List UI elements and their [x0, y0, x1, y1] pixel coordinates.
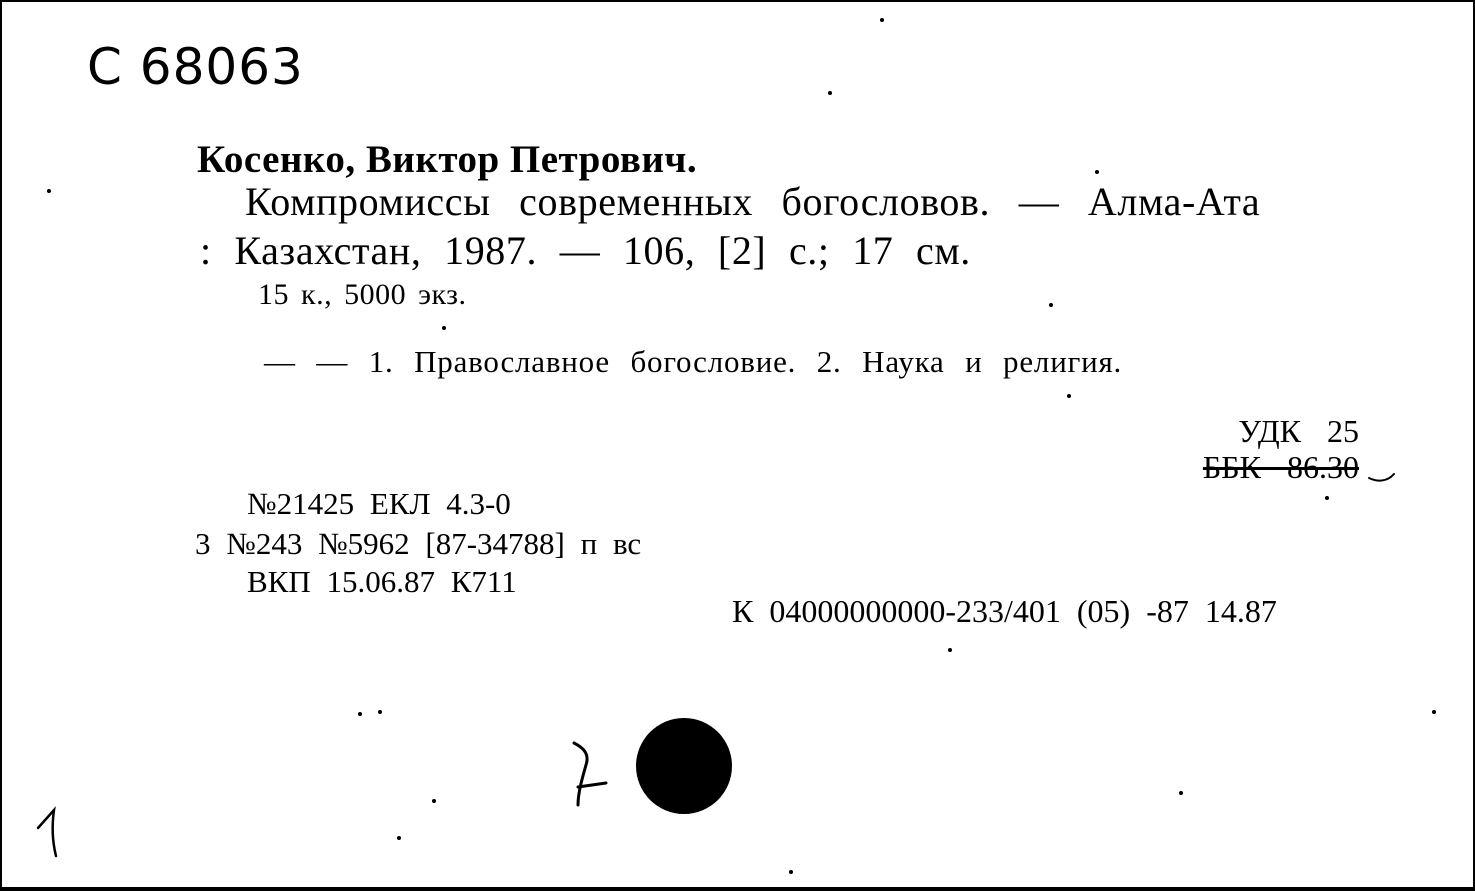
speck: [880, 18, 884, 22]
call-number: С 68063: [87, 38, 304, 96]
price-line: 15 к., 5000 экз.: [258, 278, 467, 311]
speck: [378, 710, 382, 714]
speck: [948, 648, 952, 652]
speck: [397, 836, 401, 840]
registration-numbers: 3 №243 №5962 [87-34788] п вс: [195, 526, 642, 561]
speck: [358, 712, 362, 716]
author-name: Косенко, Виктор Петрович.: [197, 138, 698, 181]
speck: [1179, 791, 1183, 795]
speck: [1432, 710, 1436, 714]
bbk-classification: ББК 86.30: [1202, 449, 1359, 485]
publication-line: : Казахстан, 1987. — 106, [2] с.; 17 см.: [200, 228, 971, 273]
index-code: К 04000000000-233/401 (05) -87 14.87: [732, 593, 1277, 629]
speck: [47, 189, 51, 193]
speck: [432, 799, 436, 803]
vkp-date: ВКП 15.06.87 К711: [247, 564, 517, 599]
speck: [1325, 496, 1329, 500]
handwritten-mark: [566, 737, 618, 809]
handwritten-numeral: [32, 802, 72, 862]
subject-headings: — — 1. Православное богословие. 2. Наука и религия.: [264, 344, 1123, 379]
speck: [442, 326, 446, 330]
punch-hole: [636, 718, 732, 814]
pencil-tick: [1367, 464, 1397, 486]
speck: [1067, 394, 1071, 398]
speck: [1049, 303, 1053, 307]
speck: [789, 870, 793, 874]
speck: [1095, 170, 1099, 174]
ekl-number: №21425 ЕКЛ 4.3-0: [247, 486, 511, 521]
udk-classification: УДК 25: [1238, 413, 1359, 449]
speck: [828, 91, 832, 95]
title-line: Компромиссы современных богословов. — Алма-Ата: [245, 179, 1261, 224]
